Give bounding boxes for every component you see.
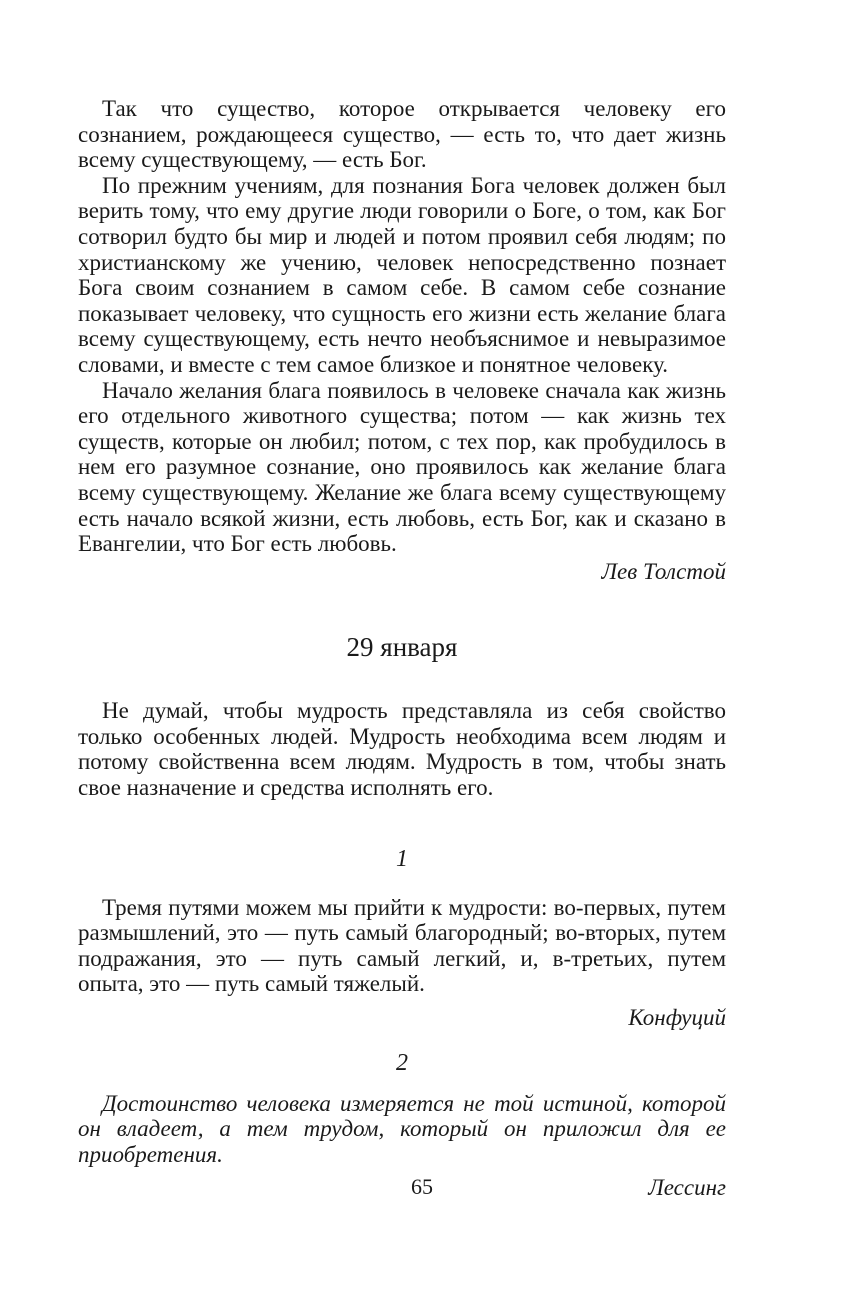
paragraph-1: Так что существо, которое открывается человеку его сознанием, рождающееся существо, — есть то, что дает жизнь всему существующему, — есть Бог. — [78, 96, 726, 173]
page-number: 65 — [411, 1174, 433, 1199]
intro-paragraph: Не думай, чтобы мудрость представляла из себя свойство только особенных людей. Мудрость необходима всем людям и потому свойственна всем людям. Мудрость в том, чтобы знать свое назначение и средства исполнять его. — [78, 698, 726, 801]
paragraph-2: По прежним учениям, для познания Бога человек должен был верить тому, что ему другие люди говорили о Боге, о том, как Бог сотворил будто бы мир и людей и потом проявил себя людям; по христианскому же учению, человек непосредственно познает Бога своим сознанием в самом себе. В самом себе сознание показывает человеку, что сущность его жизни есть желание блага всему существующему, есть нечто необъяснимое и невыразимое словами, и вместе с тем самое близкое и понятное человеку. — [78, 172, 726, 377]
section-1-text: Тремя путями можем мы прийти к мудрости: во-первых, путем размышлений, это — путь самый благородный; во-вторых, путем подражания, это — путь самый легкий, и, в-третьих, путем опыта, это — путь самый тяжелый. — [78, 894, 726, 997]
section-number-1: 1 — [396, 845, 408, 872]
author-attribution-tolstoy: Лев Толстой — [601, 558, 726, 584]
date-heading: 29 января — [346, 632, 458, 663]
section-number-2: 2 — [396, 1049, 408, 1076]
section-2-text: Достоинство человека измеряется не той истиной, которой он владеет, а тем трудом, который он приложил для ее приобретения. — [78, 1090, 726, 1167]
page-content — [78, 96, 726, 1201]
paragraph-3: Начало желания блага появилось в человеке сначала как жизнь его отдельного животного существа; потом — как жизнь тех существ, которые он любил; потом, с тех пор, как пробудилось в нем его разумное сознание, оно проявилось как желание блага всему существующему. Желание же блага всему существующему есть начало всякой жизни, есть любовь, есть Бог, как и сказано в Евангелии, что Бог есть любовь. — [78, 377, 726, 557]
author-attribution-lessing: Лессинг — [648, 1175, 726, 1201]
author-attribution-confucius: Конфуций — [628, 1005, 726, 1031]
